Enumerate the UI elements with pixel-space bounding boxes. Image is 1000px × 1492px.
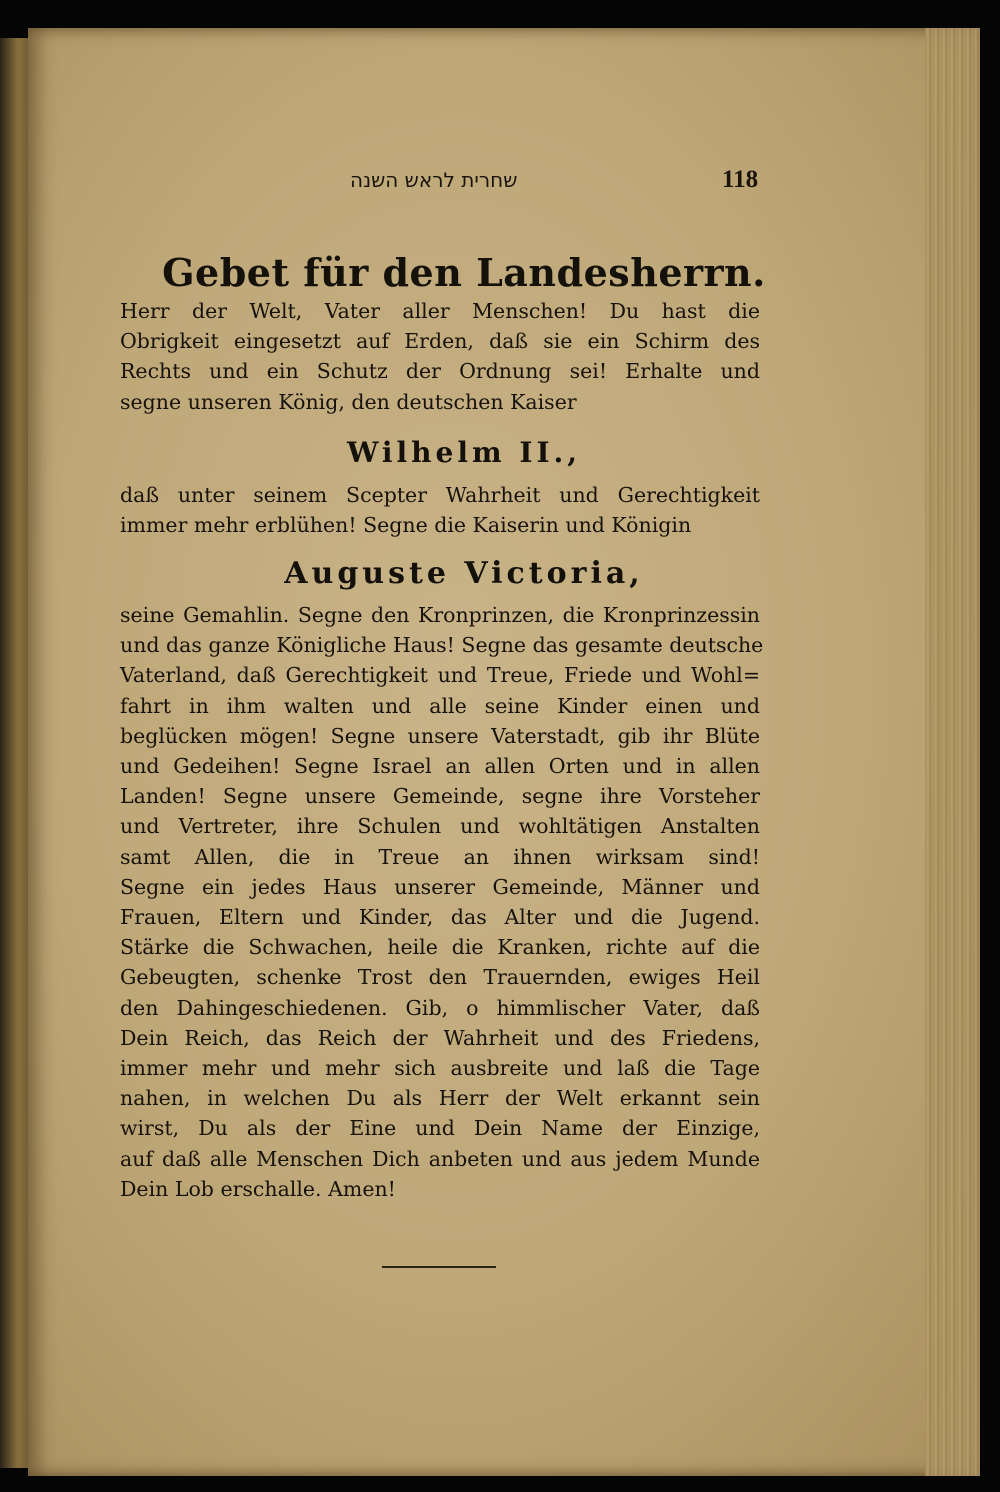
text-line: fahrt in ihm walten und alle seine Kinder einen und bbox=[120, 693, 760, 718]
text-line: Dein Lob erschalle. Amen! bbox=[120, 1176, 396, 1201]
text-line: Segne ein jedes Haus unserer Gemeinde, Männer und bbox=[120, 874, 760, 899]
text-line: daß unter seinem Scepter Wahrheit und Gerechtigkeit bbox=[120, 483, 760, 507]
closing-rule bbox=[382, 1266, 496, 1268]
text-line: nahen, in welchen Du als Herr der Welt erkannt sein bbox=[120, 1086, 760, 1111]
text-line: seine Gemahlin. Segne den Kronprinzen, die Kronprinzessin bbox=[120, 603, 760, 627]
text-line: immer mehr und mehr sich ausbreite und laß die Tage bbox=[120, 1056, 760, 1081]
page-stack-edges bbox=[925, 28, 980, 1476]
text-line: den Dahingeschiedenen. Gib, o himmlischer Vater, daß bbox=[120, 995, 760, 1020]
page-number: 118 bbox=[722, 166, 759, 193]
adjacent-page-edge bbox=[0, 38, 30, 1468]
paragraph-1 bbox=[120, 296, 760, 417]
text-line: Stärke die Schwachen, heile die Kranken, richte auf die bbox=[120, 935, 760, 960]
text-line: Rechts und ein Schutz der Ordnung sei! Erhalte und bbox=[120, 359, 760, 384]
text-line: Herr der Welt, Vater aller Menschen! Du hast die bbox=[120, 299, 760, 323]
text-line: beglücken mögen! Segne unsere Vaterstadt, gib ihr Blüte bbox=[120, 723, 760, 748]
text-line: auf daß alle Menschen Dich anbeten und aus jedem Munde bbox=[120, 1146, 760, 1171]
text-line: Obrigkeit eingesetzt auf Erden, daß sie ein Schirm des bbox=[120, 329, 760, 354]
text-line: Frauen, Eltern und Kinder, das Alter und die Jugend. bbox=[120, 905, 760, 930]
text-line: und das ganze Königliche Haus! Segne das gesamte deutsche bbox=[120, 633, 764, 658]
book-page bbox=[28, 28, 980, 1476]
page-header bbox=[28, 146, 980, 196]
prayer-title: Gebet für den Landesherrn. bbox=[162, 250, 766, 295]
text-line: samt Allen, die in Treue an ihnen wirksam sind! bbox=[120, 844, 760, 869]
text-line: Landen! Segne unsere Gemeinde, segne ihre Vorsteher bbox=[120, 784, 760, 809]
empress-name: Auguste Victoria, bbox=[284, 556, 644, 591]
text-line: Vaterland, daß Gerechtigkeit und Treue, Friede und Wohl= bbox=[120, 663, 760, 688]
text-line: immer mehr erblühen! Segne die Kaiserin und Königin bbox=[120, 513, 692, 538]
text-line: segne unseren König, den deutschen Kaiser bbox=[120, 389, 577, 414]
paragraph-2 bbox=[120, 480, 760, 540]
emperor-name: Wilhelm II., bbox=[346, 436, 582, 469]
running-head: שחרית לראש השנה bbox=[350, 168, 518, 192]
text-line: Gebeugten, schenke Trost den Trauernden, ewiges Heil bbox=[120, 965, 760, 990]
text-line: wirst, Du als der Eine und Dein Name der Einzige, bbox=[120, 1116, 760, 1141]
text-line: Dein Reich, das Reich der Wahrheit und des Friedens, bbox=[120, 1025, 760, 1050]
text-line: und Vertreter, ihre Schulen und wohltätigen Anstalten bbox=[120, 814, 760, 839]
text-line: und Gedeihen! Segne Israel an allen Orten und in allen bbox=[120, 754, 760, 779]
paragraph-3 bbox=[120, 600, 764, 1204]
